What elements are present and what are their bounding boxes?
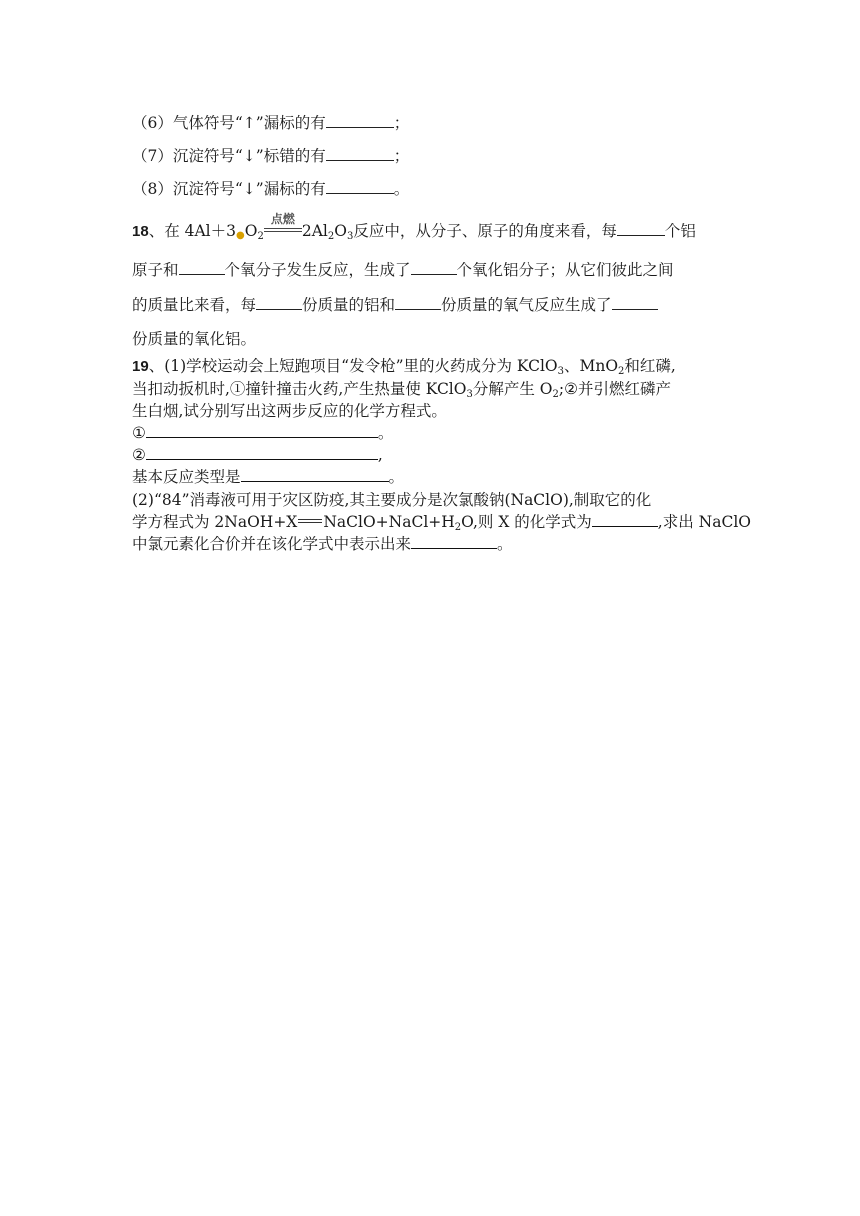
equation-text: NaClO+NaCl+H [323,513,455,531]
circled-number: ① [132,424,146,442]
punctuation: , [377,446,383,464]
punctuation: ； [393,147,410,165]
equals-bar [298,522,322,523]
question-18-line-2 [132,259,674,281]
item-8 [132,178,409,200]
marker-icon: ● [236,230,245,241]
item-7 [132,145,409,167]
question-18-line-4 [132,328,256,350]
punctuation: ； [393,114,410,132]
question-text: 份质量的氧气反应生成了 [441,296,612,314]
condition-label: 点燃 [270,212,295,226]
question-19-part-2-line-2 [132,511,751,533]
question-text: 份质量的氧化铝。 [132,330,257,348]
question-text: O,则 X 的化学式为 [461,513,592,531]
answer-blank[interactable] [326,179,394,194]
question-18-line-3 [132,294,658,316]
equation-text: 学方程式为 2NaOH+X [132,513,298,531]
punctuation: 。 [388,468,405,486]
answer-blank[interactable] [241,467,389,482]
answer-blank[interactable] [326,113,394,128]
equation-1-line [132,422,393,444]
equals-bar [264,231,302,233]
question-text: 分解产生 O [472,380,553,398]
answer-blank[interactable] [612,295,658,310]
question-text: 、MnO [563,357,619,375]
question-text: 原子和 [132,261,179,279]
equals-sign [297,513,323,527]
item-6-text: （6）气体符号“↑”漏标的有 [132,114,326,132]
subscript: 2 [618,366,625,377]
answer-blank[interactable] [179,260,225,275]
question-text: ,求出 NaClO [657,513,751,531]
reaction-condition [264,212,302,236]
answer-blank[interactable] [146,423,378,438]
question-text: 份质量的铝和 [302,296,396,314]
answer-blank[interactable] [411,260,457,275]
punctuation: 。 [393,180,410,198]
question-text: ;②并引燃红磷产 [558,380,671,398]
question-number: 18 [132,223,149,240]
question-text: 和红磷, [624,357,676,375]
question-19-part-2-line-1 [132,489,651,511]
answer-blank[interactable] [395,295,441,310]
subscript: 2 [552,389,559,400]
subscript: 3 [557,366,564,377]
question-number: 19 [132,358,149,375]
equals-bar [298,519,322,520]
question-text: 的质量比来看，每 [132,296,257,314]
answer-blank[interactable] [411,534,497,549]
question-text: 中氯元素化合价并在该化学式中表示出来 [132,535,412,553]
question-text: 基本反应类型是 [132,468,241,486]
punctuation: 。 [497,535,513,553]
question-19-part-2-line-3 [132,533,513,555]
equation-text: O [334,222,347,240]
punctuation: 。 [377,424,394,442]
subscript: 2 [257,231,264,242]
question-text: 、(1)学校运动会上短跑项目“发令枪”里的火药成分为 KClO [148,357,558,375]
answer-blank[interactable] [326,146,394,161]
circled-number: ② [132,446,146,464]
equation-2-line [132,444,383,466]
subscript: 3 [346,231,354,242]
question-19-line-2 [132,378,671,400]
subscript: 2 [327,231,335,242]
subscript: 3 [466,389,473,400]
question-text: 个铝 [664,222,696,240]
question-text: 个氧化铝分子；从它们彼此之间 [456,261,674,279]
question-18-line-1 [132,212,696,247]
item-7-text: （7）沉淀符号“↓”标错的有 [132,147,326,165]
answer-blank[interactable] [617,221,665,236]
question-19-line-1 [132,355,676,378]
subscript: 2 [454,522,462,533]
reaction-type-line [132,466,404,488]
question-text: (2)“84”消毒液可用于灾区防疫,其主要成分是次氯酸钠(NaClO),制取它的化 [132,491,652,509]
equals-bar [264,228,302,230]
equation-text: O [244,222,258,240]
question-text: 生白烟,试分别写出这两步反应的化学方程式。 [132,402,447,420]
question-text: 个氧分子发生反应，生成了 [224,261,411,279]
question-text: 反应中，从分子、原子的角度来看，每 [353,222,617,240]
answer-blank[interactable] [256,295,302,310]
equation-text: 2Al [301,222,328,240]
answer-blank[interactable] [146,445,378,460]
equation-text: 、在 4Al＋3 [148,222,236,240]
question-19-line-3 [132,400,447,422]
item-6 [132,112,409,134]
question-text: 当扣动扳机时,①撞针撞击火药,产生热量使 KClO [132,380,467,398]
answer-blank[interactable] [592,512,658,527]
item-8-text: （8）沉淀符号“↓”漏标的有 [132,180,326,198]
